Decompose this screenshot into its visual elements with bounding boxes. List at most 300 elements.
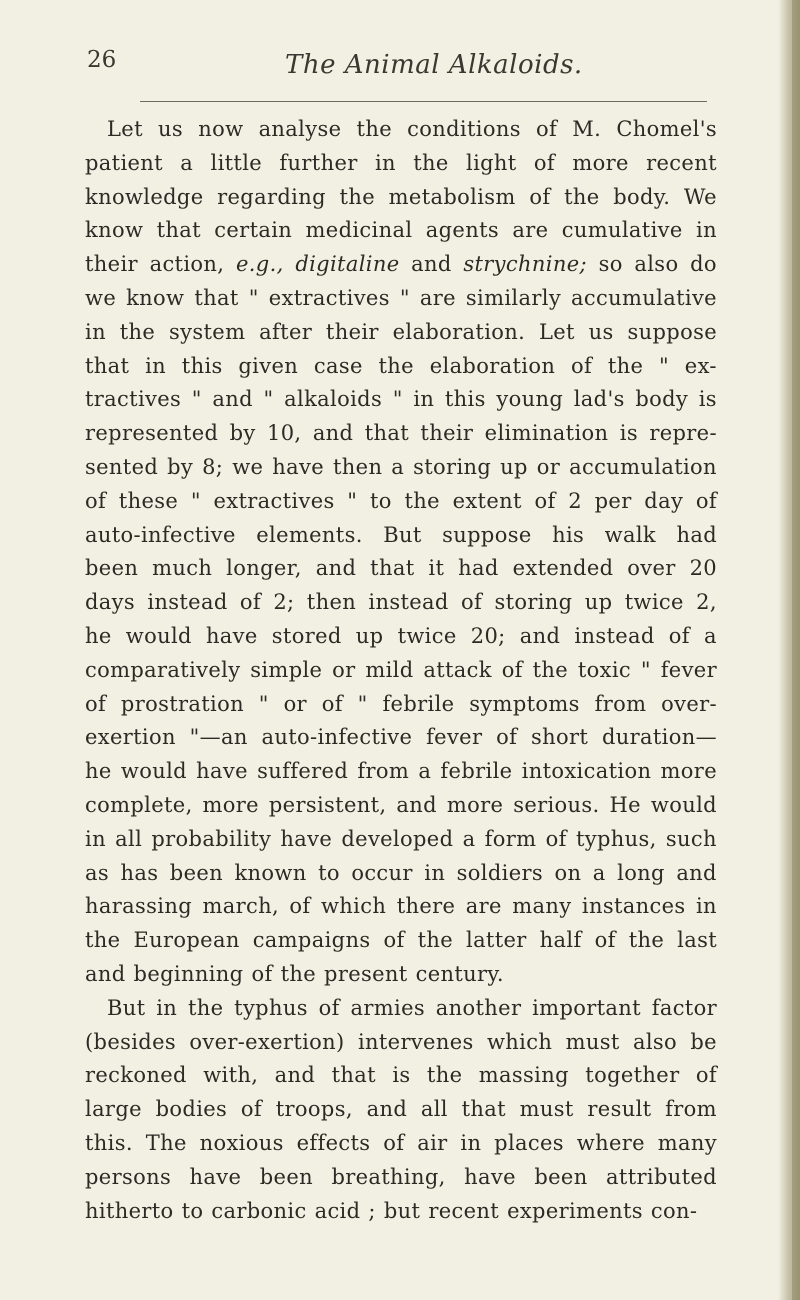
word: after [259,319,313,344]
word: or [332,657,356,682]
word: hitherto [85,1198,174,1223]
word: or [536,454,561,479]
word: present [324,961,408,986]
word: day [644,488,684,513]
word: extent [452,488,522,513]
word: ; [368,1198,376,1223]
word: known [234,860,307,885]
word: per [594,488,632,513]
word: have [189,1164,242,1189]
word: 20 [689,556,717,581]
word: carbonic [211,1198,307,1223]
word: knowledge [85,184,204,209]
word: much [152,556,213,581]
word: " [347,488,358,513]
word: beginning [133,961,244,986]
word: it [428,556,445,581]
word: instead [368,590,449,615]
word: that [370,556,415,581]
word: half [539,928,582,953]
word: all [115,826,143,851]
word: storing [413,454,492,479]
word: 2, [696,590,717,615]
word: such [665,826,717,851]
word: attributed [606,1164,717,1189]
word: We [683,184,717,209]
word: do [690,252,717,277]
word: of [461,590,483,615]
word: agents [425,218,499,243]
word: represented [85,421,219,446]
word: that [194,285,239,310]
word: so [598,252,623,277]
word: and [212,387,253,412]
word: " [263,387,274,412]
text-line [85,688,717,722]
word: the [356,117,392,141]
word: with, [203,1063,259,1088]
text-line [85,789,717,823]
word: of [321,691,343,716]
word: " [191,387,202,412]
word: must [565,1029,620,1054]
text-line [85,383,717,417]
word: body. [613,184,671,209]
word: similarly [465,285,562,310]
word: latter [466,928,527,953]
text-line [85,823,717,857]
word: know [126,285,185,310]
word: elements. [256,522,363,547]
word: of [496,725,518,750]
word: reckoned [85,1063,187,1088]
text-line [85,755,717,789]
word: also [634,252,679,277]
word: " [258,691,269,716]
text-line [85,552,717,586]
word: instead [147,590,228,615]
word: this [181,353,223,378]
paragraph-1 [85,113,717,992]
text-line [85,857,717,891]
word: persistent, [268,792,387,817]
word: the [628,928,665,953]
word: there [396,894,456,919]
text-line [85,316,717,350]
word: alkaloids [284,387,383,412]
word: to [318,860,340,885]
word: many [657,1130,717,1155]
word: a [592,860,606,885]
body-text [85,113,717,1228]
word: accumulation [569,454,717,479]
word: M. [572,117,602,141]
text-line [85,248,717,282]
text-line [85,451,717,485]
word: that [331,1063,376,1088]
word: intervenes [357,1029,474,1054]
word: the [404,488,440,513]
word: are [512,218,549,243]
word: in [374,150,396,175]
word: the [378,353,414,378]
word: Let [538,319,575,344]
word: of [695,488,717,513]
word: toxic [577,657,632,682]
word: developed [341,826,454,851]
word: from [665,1097,717,1122]
word: days [85,590,136,615]
word: of [251,961,273,986]
word: in [145,353,167,378]
word: sented [85,454,159,479]
word: in [460,1130,482,1155]
word: febrile [382,691,455,716]
word: us [158,117,184,141]
word: are [419,285,456,310]
word: have [272,454,325,479]
word: of [545,826,567,851]
word: which [320,894,387,919]
word: then [306,590,357,615]
word: long [617,860,665,885]
word: where [576,1130,645,1155]
word: the [564,184,600,209]
word: breathing, [331,1164,446,1189]
word: that [364,421,410,446]
word: longer, [226,556,302,581]
word: extractives [268,285,390,310]
word: also [632,1029,678,1054]
word: more [660,759,717,784]
word: 2; [273,590,295,615]
word: is [698,387,717,412]
word: form [484,826,537,851]
word: a [418,759,432,784]
word: the [426,1063,463,1088]
word: suppose [442,522,532,547]
text-line [85,282,717,316]
word: cumulative [561,218,683,243]
word: acid [314,1198,361,1223]
word: and [519,623,561,648]
word: typhus [234,995,308,1020]
word: twice [397,623,457,648]
word: " [357,691,368,716]
word: been [169,860,224,885]
word: a [704,623,717,648]
word: of [239,590,262,615]
word: conditions [407,117,521,141]
word: over- [661,691,717,716]
word: this. [85,1130,133,1155]
word: " [399,285,410,310]
word: febrile [440,759,513,784]
word: walk [604,522,656,547]
word: together [585,1063,680,1088]
page-number: 26 [87,47,117,73]
text-line [85,485,717,519]
word: us [588,319,614,344]
word: persons [85,1164,172,1189]
word: been [259,1164,313,1189]
word: "—an [189,725,248,750]
word: tractives [85,387,182,412]
word: his [552,522,585,547]
word: exertion [85,725,176,750]
word: is [392,1063,411,1088]
word: serious. [513,792,600,817]
word: effects [296,1130,371,1155]
word: strychnine; [463,252,587,277]
word: the [607,353,644,378]
word: places [494,1130,564,1155]
word: their [85,252,138,277]
text-line [85,721,717,755]
word: the [417,928,454,953]
word: in [696,218,717,243]
word: and [676,860,717,885]
word: simple [250,657,323,682]
word: lad's [573,387,625,412]
word: now [198,117,244,141]
word: these [118,488,179,513]
word: from [594,691,647,716]
word: suppose [627,319,717,344]
word: of [529,184,551,209]
word: ex- [684,353,717,378]
word: the [532,657,569,682]
word: been [85,556,139,581]
word: 10, [267,421,302,446]
word: " [248,285,259,310]
text-line [85,147,717,181]
word: this [444,387,486,412]
word: a [180,150,194,175]
word: had [676,522,717,547]
word: probability [151,826,272,851]
text-line [85,1195,717,1229]
word: occur [351,860,413,885]
word: Chomel's [616,117,717,141]
word: then [333,454,383,479]
word: of [533,150,556,175]
word: prostration [120,691,244,716]
word: light [466,150,517,175]
word: more [202,792,259,817]
word: he [85,623,112,648]
word: of [534,488,556,513]
word: up [500,454,528,479]
word: a [391,454,405,479]
word: " [640,657,651,682]
word: has [120,860,159,885]
word: have [464,1164,516,1189]
word: twice [624,590,684,615]
word: 8; [202,454,224,479]
word: action, [149,252,225,277]
word: European [133,928,240,953]
word: the [339,184,375,209]
word: instead [574,623,655,648]
word: more [572,150,629,175]
word: fever [660,657,717,682]
word: patient [85,150,163,175]
text-line [85,214,717,248]
word: of [85,691,107,716]
word: the [85,928,121,953]
text-line [85,1026,717,1060]
text-line [85,654,717,688]
word: over-exertion) [189,1029,345,1054]
word: know [85,218,144,243]
word: accumulative [571,285,717,310]
word: that [461,1097,506,1122]
word: over [627,556,676,581]
page-edge-binding [792,0,800,1300]
word: of [383,928,405,953]
text-line [85,586,717,620]
word: and [315,556,357,581]
word: harassing [85,894,192,919]
word: recent [428,1198,500,1223]
word: and [312,421,354,446]
word: extractives [213,488,335,513]
text-line [85,519,717,553]
text-line [85,181,717,215]
word: that [156,218,201,243]
word: (besides [85,1029,177,1054]
word: in [85,826,106,851]
text-line [85,890,717,924]
word: all [420,1097,448,1122]
word: another [435,995,522,1020]
word: in [156,995,178,1020]
word: last [677,928,717,953]
word: of [289,894,311,919]
text-line [85,1161,717,1195]
word: as [85,860,109,885]
word: fever [426,725,483,750]
word: by [229,421,256,446]
word: would [120,759,187,784]
word: in [85,319,106,344]
word: But [107,995,146,1020]
word: been [534,1164,588,1189]
word: Let [107,117,143,141]
word: he [85,759,112,784]
text-line [85,350,717,384]
word: given [238,353,299,378]
word: and [85,961,126,986]
word: would [125,623,192,648]
word: elimination [484,421,609,446]
word: must [519,1097,574,1122]
text-line [85,958,717,992]
word: troops, [275,1097,353,1122]
word: in [413,387,435,412]
word: case [313,353,363,378]
word: and [366,1097,408,1122]
word: more [446,792,504,817]
word: and [411,252,452,277]
word: of [240,1097,263,1122]
text-line [85,113,717,147]
text-line [85,924,717,958]
word: have [280,826,333,851]
word: intoxication [521,759,652,784]
word: noxious [199,1130,284,1155]
word: which [486,1029,553,1054]
word: had [458,556,499,581]
word: up [355,623,384,648]
word: duration— [601,725,717,750]
word: 2 [568,488,582,513]
word: armies [350,995,425,1020]
word: attack [423,657,492,682]
word: to [181,1198,204,1223]
paragraph-2 [85,992,717,1229]
word: of [318,995,340,1020]
word: and [274,1063,316,1088]
word: of [85,488,107,513]
word: further [279,150,358,175]
word: many [512,894,572,919]
word: their [420,421,474,446]
text-line [85,1093,717,1127]
word: we [85,285,117,310]
word: recent [646,150,717,175]
word: we [232,454,264,479]
word: factor [651,995,717,1020]
text-line [85,1127,717,1161]
word: have [205,623,258,648]
running-title: The Animal Alkaloids. [285,50,583,80]
word: certain [214,218,293,243]
word: The [145,1130,187,1155]
word: important [532,995,641,1020]
word: bodies [155,1097,228,1122]
word: be [690,1029,717,1054]
word: of [383,1130,405,1155]
word: century. [415,961,504,986]
text-line [85,620,717,654]
word: on [554,860,582,885]
word: is [619,421,638,446]
word: e.g., [235,252,284,277]
word: typhus, [575,826,657,851]
word: in [424,860,446,885]
word: up [584,590,613,615]
header-rule [140,101,707,102]
word: have [196,759,248,784]
word: and [396,792,437,817]
word: of [594,928,616,953]
word: extended [512,556,614,581]
word: system [169,319,246,344]
word: result [587,1097,652,1122]
word: their [325,319,379,344]
word: are [465,894,502,919]
word: the [280,961,317,986]
word: massing [478,1063,569,1088]
word: storing [494,590,573,615]
word: elaboration [429,353,556,378]
word: 20; [470,623,506,648]
word: medicinal [305,218,413,243]
text-line [85,992,717,1026]
word: suffered [257,759,349,784]
